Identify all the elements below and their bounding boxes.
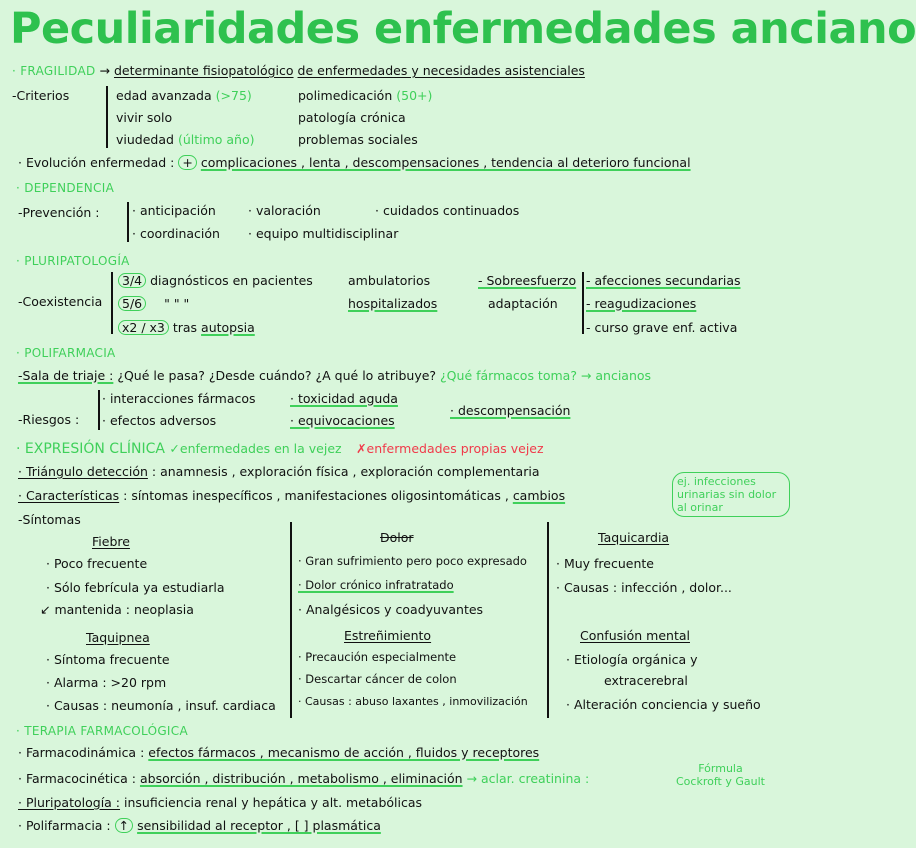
terapia-l4: · Polifarmacia : ↑ sensibilidad al receptor , [ ] plasmática [18, 818, 381, 833]
terapia-l3: · Pluripatología : insuficiencia renal y hepática y alt. metabólicas [18, 795, 423, 810]
expresion-heading-line: · EXPRESIÓN CLÍNICA ✓enfermedades en la vejez ✗enfermedades propias vejez [16, 441, 544, 457]
confusion-c: · Alteración conciencia y sueño [566, 697, 761, 712]
pluri-row-3: x2 / x3 tras autopsia [118, 320, 255, 335]
bracket [106, 86, 108, 148]
terapia-heading: · TERAPIA FARMACOLÓGICA [16, 724, 188, 738]
prevencion-label: -Prevención : [18, 205, 100, 220]
fragilidad-def-b: de enfermedades y necesidades asistenciales [297, 63, 585, 78]
fragilidad-section [12, 63, 585, 79]
criterio-1: edad avanzada (>75) [116, 88, 252, 103]
taquicardia-b: · Causas : infección , dolor... [556, 580, 732, 595]
pluri-right-1: - afecciones secundarias [586, 273, 741, 288]
pluri-right-2: - reagudizaciones [586, 296, 697, 311]
plus-icon: + [178, 155, 196, 170]
terapia-l1: · Farmacodinámica : efectos fármacos , mecanismo de acción , fluidos y receptores [18, 745, 540, 760]
triaje-line: -Sala de triaje : ¿Qué le pasa? ¿Desde cuándo? ¿A qué lo atribuye? ¿Qué fármacos toma? → ancianos [18, 368, 652, 383]
estrenimiento-a: · Precaución especialmente [298, 650, 457, 664]
ejemplo-note: ej. infecciones urinarias sin dolor al orinar [672, 472, 790, 517]
confusion-b: extracerebral [604, 673, 688, 688]
pluri-row-1: 3/4 diagnósticos en pacientes [118, 273, 313, 288]
pluri-right-3: - curso grave enf. activa [586, 320, 738, 335]
pluri-row-2b: hospitalizados [348, 296, 438, 311]
prev-5: · equipo multidisciplinar [248, 226, 399, 241]
prev-4: · coordinación [132, 226, 220, 241]
bracket [111, 272, 113, 334]
pluri-row-2: 5/6 " " " [118, 296, 189, 311]
fiebre-a: · Poco frecuente [46, 556, 148, 571]
prev-2: · valoración [248, 203, 321, 218]
criterios-label: -Criterios [12, 88, 70, 103]
terapia-l2: · Farmacocinética : absorción , distribución , metabolismo , eliminación → aclar. creatinina : [18, 771, 590, 786]
dolor-a: · Gran sufrimiento pero poco expresado [298, 554, 527, 568]
estrenimiento-heading: Estreñimiento [344, 628, 432, 643]
confusion-a: · Etiología orgánica y [566, 652, 698, 667]
riesgo-4: · efectos adversos [102, 413, 217, 428]
estrenimiento-b: · Descartar cáncer de colon [298, 672, 457, 686]
criterio-2: polimedicación (50+) [298, 88, 433, 103]
estrenimiento-c: · Causas : abuso laxantes , inmovilización [298, 695, 528, 708]
bracket [98, 390, 100, 430]
triangulo-line: · Triángulo detección : anamnesis , exploración física , exploración complementaria [18, 464, 540, 479]
riesgo-3: · descompensación [450, 403, 571, 418]
taquipnea-b: · Alarma : >20 rpm [46, 675, 167, 690]
sobreesfuerzo: - Sobreesfuerzo [478, 273, 577, 288]
page-title: Peculiaridades enfermedades anciano [10, 4, 916, 54]
taquicardia-heading: Taquicardia [598, 530, 670, 545]
arrow-icon: → [99, 63, 110, 78]
bracket [582, 272, 584, 334]
dolor-heading: Dolor [380, 530, 414, 545]
riesgo-2: · toxicidad aguda [290, 391, 398, 406]
bracket [127, 202, 129, 242]
dolor-b: · Dolor crónico infratratado [298, 578, 454, 592]
confusion-heading: Confusión mental [580, 628, 690, 643]
criterio-3: vivir solo [116, 110, 173, 125]
riesgo-5: · equivocaciones [290, 413, 395, 428]
fiebre-c: ↙ mantenida : neoplasia [40, 602, 194, 617]
coexistencia-label: -Coexistencia [18, 294, 103, 309]
column-divider [290, 522, 292, 718]
caracteristicas-line: · Características : síntomas inespecíficos , manifestaciones oligosintomáticas , cambios [18, 488, 566, 503]
criterio-4: patología crónica [298, 110, 406, 125]
column-divider [547, 522, 549, 718]
fragilidad-heading: · FRAGILIDAD [12, 64, 96, 78]
pluripatologia-heading: · PLURIPATOLOGÍA [16, 254, 130, 268]
fragilidad-def-a: determinante fisiopatológico [113, 63, 294, 78]
riesgo-1: · interacciones fármacos [102, 391, 256, 406]
formula-note: Fórmula Cockroft y Gault [676, 762, 765, 788]
pluri-row-1b: ambulatorios [348, 273, 431, 288]
sintomas-label: -Síntomas [18, 512, 81, 527]
adaptacion: adaptación [488, 296, 558, 311]
dependencia-heading: · DEPENDENCIA [16, 181, 115, 195]
riesgos-label: -Riesgos : [18, 412, 80, 427]
criterio-5: viudedad (último año) [116, 132, 255, 147]
prev-1: · anticipación [132, 203, 216, 218]
evolucion-line: · Evolución enfermedad : + complicaciones , lenta , descompensaciones , tendencia al deterioro funcional [18, 155, 691, 170]
polifarmacia-heading: · POLIFARMACIA [16, 346, 116, 360]
taquipnea-heading: Taquipnea [86, 630, 150, 645]
taquipnea-a: · Síntoma frecuente [46, 652, 170, 667]
dolor-c: · Analgésicos y coadyuvantes [298, 602, 484, 617]
criterio-6: problemas sociales [298, 132, 418, 147]
taquicardia-a: · Muy frecuente [556, 556, 654, 571]
up-arrow-icon: ↑ [115, 818, 133, 833]
prev-3: · cuidados continuados [375, 203, 520, 218]
fiebre-b: · Sólo febrícula ya estudiarla [46, 580, 225, 595]
fiebre-heading: Fiebre [92, 534, 130, 549]
taquipnea-c: · Causas : neumonía , insuf. cardiaca [46, 698, 276, 713]
